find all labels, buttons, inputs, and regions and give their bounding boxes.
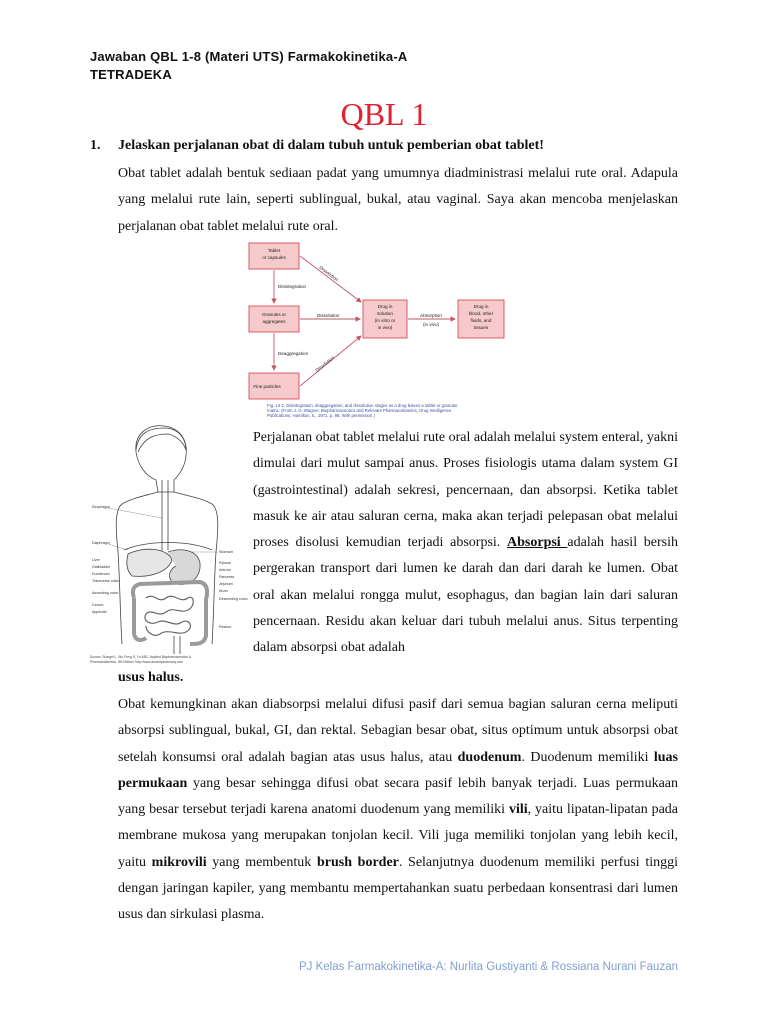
rectum (174, 636, 180, 654)
tablet-dissolution-diagram (247, 240, 517, 418)
term-vili: vili (508, 802, 528, 818)
box-granules-line1: Granules or (261, 312, 287, 317)
term-absorpsi: Absorpsi (507, 535, 568, 551)
small-intestine (145, 596, 193, 635)
leader-esophagus (108, 508, 162, 518)
page-footer: PJ Kelas Farmakokinetika-A: Nurlita Gustiyanti & Rossiana Nurani Fauzan (298, 961, 678, 973)
label-pylorus: Pylorus (219, 561, 231, 565)
box-solution-line1: Drug in (377, 304, 393, 309)
stomach (168, 550, 200, 585)
paragraph-duodenum (118, 692, 678, 929)
label-appendix: Appendix (92, 610, 107, 614)
label-stomach: Stomach (219, 550, 234, 554)
paragraph-intro: Obat tablet adalah bentuk sediaan padat yang umumnya diadministrasi melalui rute oral. Adapula yang melalui rute lain, seperti sublingual, bukal, atau vaginal. Saya akan mencoba menjelaskan perjalanan obat tablet melalui rute oral. (118, 166, 678, 234)
label-diaphragm: Diaphragm (92, 541, 110, 545)
label-deaggregation: Deaggregation (278, 351, 309, 356)
header-title: Jawaban QBL 1-8 (Materi UTS) Farmakokinetika-A (90, 49, 408, 64)
box-blood-line1: Drug in (473, 304, 489, 309)
p3-s6: . Selanjutnya duodenum memiliki perfusi tinggi dengan jaringan kapiler, yang membantu mempertahankan suatu perbedaan konsentrasi dari lumen usus dan sirkulasi plasma. (118, 854, 679, 923)
question-1 (90, 138, 544, 154)
box-solution-line3: (in vitro or (374, 318, 396, 323)
label-ascending-colon: Ascending colon (92, 591, 119, 595)
label-absorption-line1: Absorption (420, 313, 442, 318)
label-dissolution-mid: Dissolution (317, 313, 340, 318)
p3-s4: , yaitu lipatan-lipatan pada membrane mukosa yang merupakan tonjolan kecil. Vili juga memiliki tonjolan yang lebih kecil, yaitu (118, 802, 678, 870)
label-antrum: Antrum (219, 568, 231, 572)
figure-caption-line3: Publications, Hamilton, IL, 1971, p. 98. With permission.) (267, 413, 375, 418)
box-solution-line4: in vivo) (377, 325, 393, 330)
figure-caption-line1: Fig. 13-1. Disintegration, deaggregation, and dissolution stages as a drug leaves a tablet or granular (267, 403, 458, 408)
box-tablet-line2: or capsules (262, 255, 286, 260)
header-group: TETRADEKA (90, 67, 172, 82)
box-blood-line3: fluids, and (470, 318, 492, 323)
label-absorption-line2: (in vivo) (422, 322, 440, 327)
figure-caption-line2: matrix. (From J. G. Wagner, Biopharmaceutics and Relevant Pharmacokinetics, Drug Intelligence (267, 408, 452, 413)
large-intestine (133, 582, 207, 644)
gi-tract-anatomy-figure (88, 422, 248, 668)
label-transverse-colon: Transverse colon (92, 579, 120, 583)
question-number: 1. (90, 138, 101, 153)
term-duodenum: duodenum (457, 749, 522, 765)
label-jejunum: Jejunum (219, 582, 233, 586)
label-liver: Liver (92, 558, 100, 562)
head-outline (136, 426, 186, 492)
label-rectum: Rectum (219, 625, 232, 629)
page-title: QBL 1 (340, 96, 428, 132)
page-header (90, 48, 407, 84)
figure-source-line2: Pharmacokinetics, 5th Edition: http://www.accesspharmacy.com (90, 660, 184, 664)
question-text: Jelaskan perjalanan obat di dalam tubuh untuk pemberian obat tablet! (118, 138, 544, 153)
term-usus-halus: usus halus (118, 670, 180, 685)
p3-s3: yang besar sehingga difusi obat secara pasif lebih banyak terjadi. Luas permukaan yang besar tersebut terjadi karena anatomi duodenum yang memiliki (118, 775, 678, 818)
p2-end-punct: . (179, 670, 184, 685)
box-tablet-line1: Tablet (267, 248, 281, 253)
paragraph-enteral-route-end (118, 665, 318, 691)
box-blood-line4: tissues (473, 325, 489, 330)
label-gallbladder: Gallbladder (92, 565, 111, 569)
label-cecum: Cecum (92, 603, 104, 607)
label-disintegration: Disintegration (278, 284, 307, 289)
p3-s5: yang membentuk (206, 854, 317, 870)
arrow-dissolution-top (300, 256, 361, 302)
p2-intro: Perjalanan obat tablet melalui rute oral adalah melalui system enteral, yakni dimulai dari mulut sampai anus. Proses fisiologis utama dalam system GI (gastrointestinal) adalah sekresi, pencernaan, dan absorpsi. Ketika tablet masuk ke air atau saluran cerna, maka akan terjadi pelepasan obat melalui proses disolusi kemudian terjadi absorpsi. (253, 430, 678, 551)
box-granules-line2: aggregates (262, 319, 286, 324)
p2-rest: adalah hasil bersih pergerakan transport dari lumen ke darah dan dari darah ke lumen. Obat oral akan melalui rongga mulut, esophagus, dan bagian lain dari saluran pencernaan. Residu akan keluar dari tubuh melalui anus. Situs terpenting dalam absorpsi obat adalah (253, 535, 679, 656)
box-fine-line1: Fine particles (253, 384, 281, 389)
term-brush-border: brush border (316, 854, 399, 870)
esophagus (162, 480, 168, 552)
term-mikrovili: mikrovili (151, 854, 207, 870)
figure-source-line1: Source: Shargel L, Wu-Pong S, Yu ABC: Applied Biopharmaceutics & (90, 655, 192, 659)
label-descending-colon: Descending colon (219, 597, 248, 601)
label-pancreas: Pancreas (219, 575, 235, 579)
label-esophagus: Esophagus (92, 505, 110, 509)
box-blood-line2: blood, other (468, 311, 494, 316)
label-dissolution-top: Dissolution (318, 264, 340, 283)
label-dissolution-bottom: Dissolution (314, 355, 336, 373)
label-ileum: Ileum (219, 589, 228, 593)
paragraph-enteral-route (253, 425, 678, 662)
term-luas-permukaan: luas permukaan (118, 749, 678, 791)
p3-s2: . Duodenum memiliki (521, 749, 654, 765)
label-duodenum: Duodenum (92, 572, 110, 576)
box-solution-line2: solution (377, 311, 393, 316)
p3-s1: Obat kemungkinan akan diabsorpsi melalui difusi pasif dari semua bagian saluran cerna meliputi absorpsi sublingual, bukal, GI, dan rektal. Sebagian besar obat, situs optimum untuk absorpsi obat setelah konsumsi oral adalah bagian atas usus halus, atau (118, 697, 678, 765)
liver (127, 549, 172, 576)
